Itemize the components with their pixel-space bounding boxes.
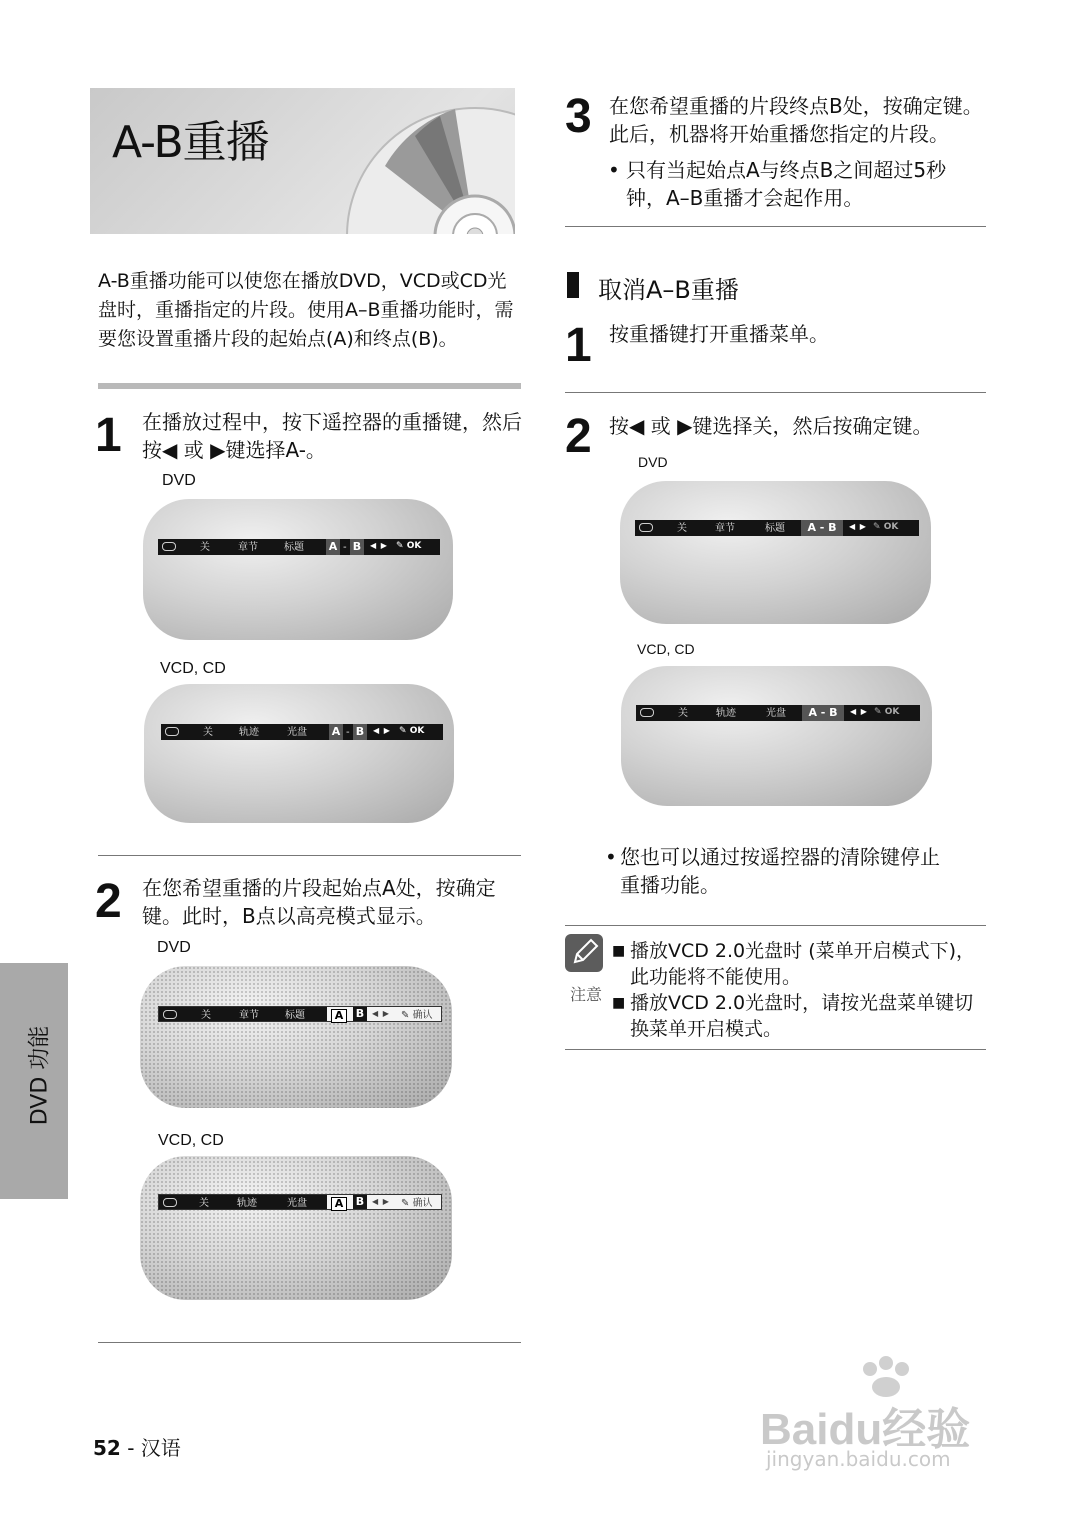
step-bullet: 只有当起始点A与终点B之间超过5秒钟，A–B重播才会起作用。 — [626, 158, 947, 210]
note-list — [612, 938, 982, 1042]
osd-nav-arrows: ◀ ▶ — [370, 541, 388, 550]
osd-ok: ✎ OK — [874, 707, 900, 717]
bullet-dot: • — [608, 158, 620, 182]
osd-title: 标题 — [285, 1010, 305, 1021]
dvd-osd-screen-highlight — [140, 966, 452, 1108]
repeat-osd-bar — [161, 724, 443, 740]
repeat-icon — [165, 727, 179, 736]
step-number: 1 — [565, 319, 592, 372]
osd-title: 标题 — [765, 523, 785, 534]
vcd-osd-screen-highlight — [140, 1156, 452, 1300]
repeat-icon — [640, 708, 654, 717]
step-number: 2 — [565, 410, 592, 463]
osd-confirm: ✎ 确认 — [401, 1010, 433, 1021]
dvd-osd-screen-off — [620, 481, 931, 624]
osd-ok: ✎ OK — [396, 541, 422, 551]
watermark-url: jingyan.baidu.com — [766, 1447, 951, 1471]
osd-b: B — [353, 724, 367, 740]
osd-confirm: ✎ 确认 — [401, 1198, 433, 1209]
osd-dash: - — [346, 727, 350, 738]
step-number: 1 — [95, 409, 122, 462]
repeat-osd-bar — [635, 520, 919, 536]
osd-disc: 光盘 — [287, 1198, 307, 1209]
osd-chapter: 章节 — [239, 1010, 259, 1021]
osd-disc: 光盘 — [766, 708, 786, 719]
divider — [98, 855, 521, 856]
osd-nav-arrows: ◀ ▶ — [849, 522, 867, 531]
osd-nav-arrows: ◀ ▶ — [372, 1197, 390, 1206]
divider — [98, 1342, 521, 1343]
dvd-label: DVD — [157, 939, 191, 956]
note-label: 注意 — [570, 985, 603, 1004]
osd-ab: A - B — [802, 705, 844, 721]
osd-off: 关 — [200, 542, 210, 553]
osd-track: 轨迹 — [237, 1198, 257, 1209]
cancel-heading: 取消A–B重播 — [598, 276, 739, 304]
cancel-bullet: 您也可以通过按遥控器的清除键停止重播功能。 — [620, 845, 940, 897]
osd-ok: ✎ OK — [873, 522, 899, 532]
repeat-osd-bar — [158, 539, 440, 555]
osd-a: A — [331, 1197, 347, 1211]
osd-chapter: 章节 — [238, 542, 258, 553]
osd-off: 关 — [678, 708, 688, 719]
osd-title: 标题 — [284, 542, 304, 553]
bullet-dot: • — [605, 845, 617, 869]
osd-a: A — [329, 724, 343, 740]
intro-paragraph: A-B重播功能可以使您在播放DVD，VCD或CD光盘时，重播指定的片段。使用A–B重播功能时，需要您设置重播片段的起始点(A)和终点(B)。 — [98, 270, 514, 350]
osd-a: A — [331, 1009, 347, 1023]
osd-nav-arrows: ◀ ▶ — [373, 726, 391, 735]
dvd-label: DVD — [162, 472, 196, 489]
heading-marker — [567, 272, 579, 298]
page-number: 52 — [93, 1436, 121, 1460]
repeat-icon — [163, 1198, 177, 1207]
step-number: 2 — [95, 875, 122, 928]
osd-a: A — [326, 539, 340, 555]
step-text: 在播放过程中，按下遥控器的重播键，然后按◀ 或 ▶键选择A-。 — [142, 410, 522, 462]
osd-dash: - — [343, 542, 347, 553]
divider — [565, 226, 986, 227]
vcd-osd-screen — [144, 684, 454, 823]
repeat-icon — [163, 1010, 177, 1019]
section-divider — [98, 383, 521, 389]
dvd-label: DVD — [638, 454, 668, 470]
repeat-osd-bar — [636, 705, 920, 721]
osd-track: 轨迹 — [716, 708, 736, 719]
osd-ok: ✎ OK — [399, 726, 425, 736]
osd-nav-arrows: ◀ ▶ — [850, 707, 868, 716]
step-number: 3 — [565, 90, 592, 143]
page-footer: 52 - 汉语 — [93, 1436, 181, 1460]
osd-b-highlighted: B — [353, 1195, 367, 1209]
baidu-watermark — [760, 1355, 1020, 1475]
osd-ab: A - B — [801, 520, 843, 536]
repeat-osd-bar — [158, 1006, 442, 1022]
note-item: ■ 播放VCD 2.0光盘时 (菜单开启模式下)，此功能将不能使用。 — [612, 940, 976, 988]
osd-chapter: 章节 — [715, 523, 735, 534]
vcd-osd-screen-off — [621, 666, 932, 806]
osd-off: 关 — [201, 1010, 211, 1021]
osd-off: 关 — [677, 523, 687, 534]
vcd-cd-label: VCD, CD — [158, 1132, 224, 1149]
osd-disc: 光盘 — [287, 727, 307, 738]
repeat-icon — [639, 523, 653, 532]
vcd-cd-label: VCD, CD — [637, 641, 695, 657]
osd-b-highlighted: B — [353, 1007, 367, 1021]
disc-icon — [345, 106, 515, 234]
note-item: ■ 播放VCD 2.0光盘时，请按光盘菜单键切换菜单开启模式。 — [612, 992, 974, 1040]
repeat-icon — [162, 542, 176, 551]
osd-off: 关 — [199, 1198, 209, 1209]
title-banner — [90, 88, 515, 234]
dvd-osd-screen — [143, 499, 453, 640]
page-title: A-B重播 — [112, 117, 269, 168]
step-text: 按重播键打开重播菜单。 — [609, 322, 829, 346]
osd-b: B — [350, 539, 364, 555]
step-text: 按◀ 或 ▶键选择关，然后按确定键。 — [609, 414, 933, 438]
vcd-cd-label: VCD, CD — [160, 660, 226, 677]
watermark-brand: Baidu经验 — [760, 1405, 971, 1454]
divider — [565, 925, 986, 926]
side-tab-label: DVD 功能 — [27, 1025, 53, 1126]
repeat-osd-bar — [158, 1194, 442, 1210]
osd-track: 轨迹 — [239, 727, 259, 738]
footer-language: 汉语 — [140, 1436, 181, 1460]
step-text: 在您希望重播的片段终点B处，按确定键。此后，机器将开始重播您指定的片段。 — [609, 94, 983, 146]
osd-nav-arrows: ◀ ▶ — [372, 1009, 390, 1018]
divider — [565, 1049, 986, 1050]
divider — [565, 392, 986, 393]
step-text: 在您希望重播的片段起始点A处，按确定键。此时，B点以高亮模式显示。 — [142, 876, 496, 928]
osd-off: 关 — [203, 727, 213, 738]
note-icon — [565, 934, 603, 972]
